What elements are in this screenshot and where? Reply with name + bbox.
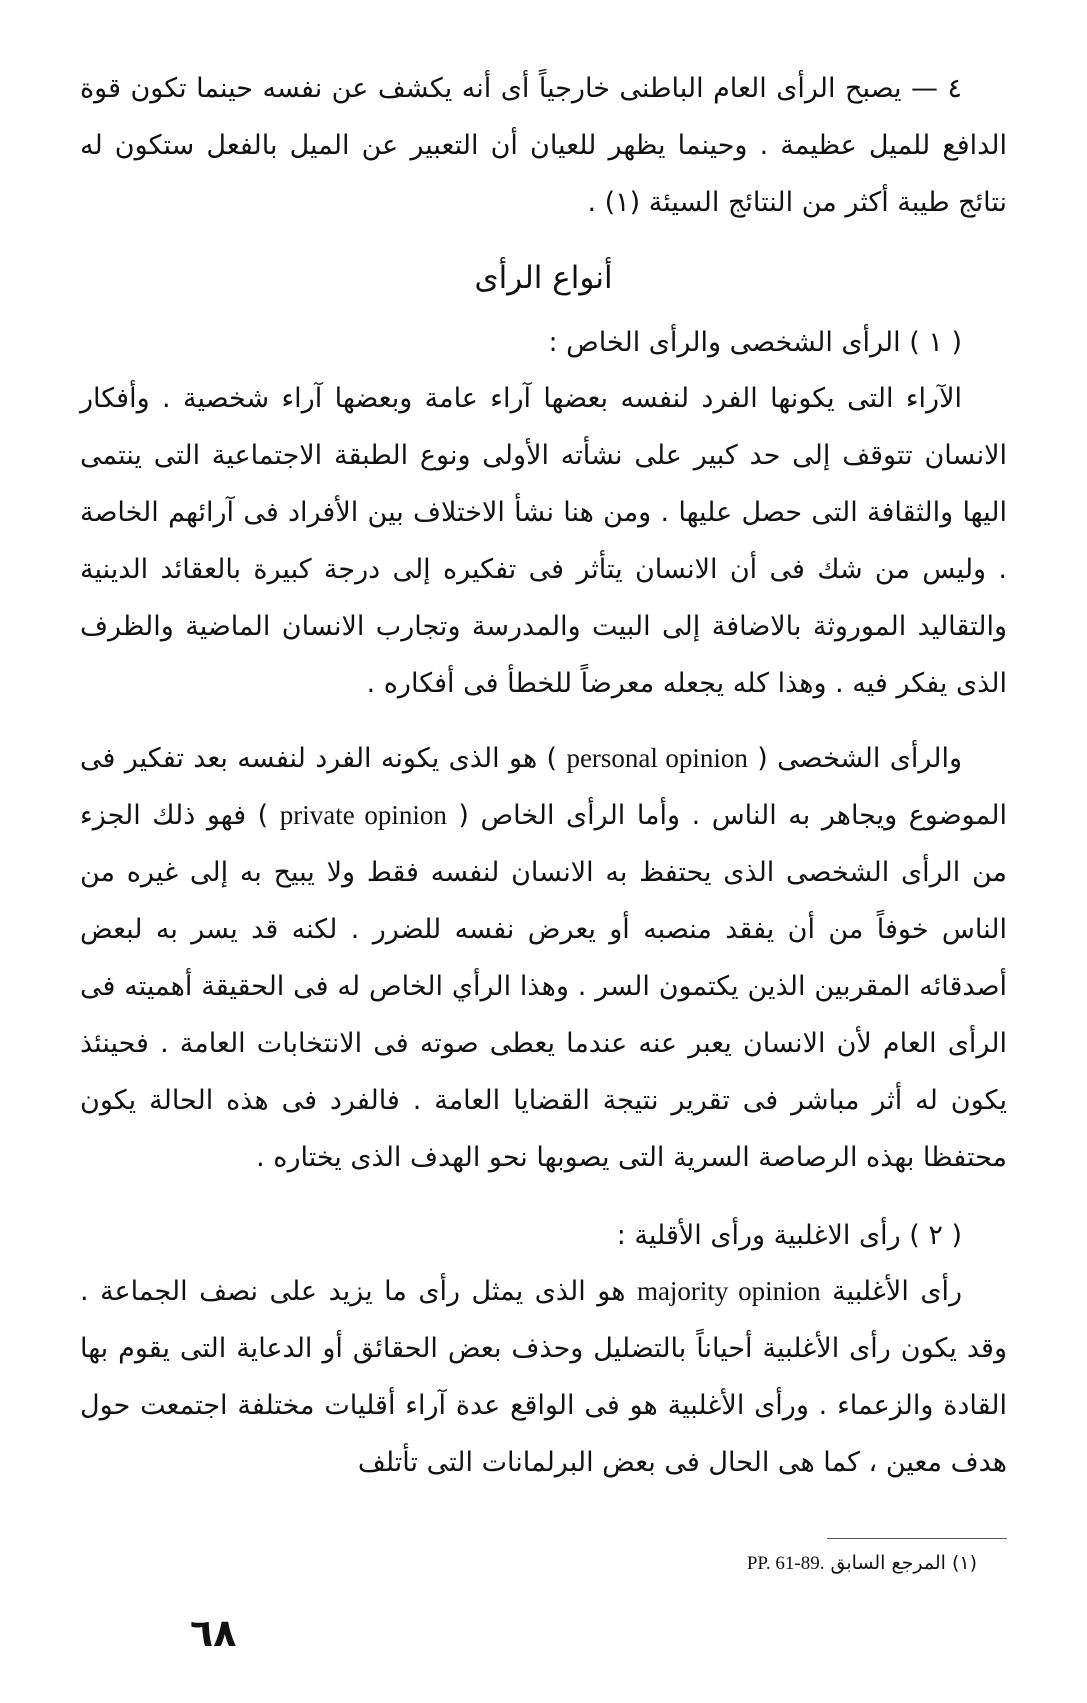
section-heading: أنواع الرأى xyxy=(474,260,613,296)
term-personal-opinion: personal opinion xyxy=(566,743,748,773)
p2-text-before: والرأى الشخصى ( xyxy=(757,743,962,774)
section2-paragraph-1 xyxy=(80,1263,1007,1491)
section2-title: ( ٢ ) رأى الاغلبية ورأى الأقلية : xyxy=(616,1220,962,1251)
footnote xyxy=(747,1548,977,1579)
term-private-opinion: private opinion xyxy=(279,800,447,830)
page-body xyxy=(80,60,1007,1491)
page-number: ٦٨ xyxy=(190,1611,237,1655)
term-majority-opinion: majority opinion xyxy=(636,1276,821,1306)
footnote-text: المرجع السابق xyxy=(830,1552,946,1574)
s2-text-before: رأى الأغلبية xyxy=(832,1276,962,1307)
footnote-divider xyxy=(827,1538,1007,1539)
section1-title: ( ١ ) الرأى الشخصى والرأى الخاص : xyxy=(548,327,962,358)
section1-paragraph-1: الآراء التى يكونها الفرد لنفسه بعضها آراء عامة وبعضها آراء شخصية . وأفكار الانسان تتوقف إلى حد كبير على نشأته الأولى ونوع الطبقة الاجتماعية التى ينتمى اليها والثقافة التى حصل عليها . ومن هنا نشأ الاختلاف بين الأفراد فى آرائهم الخاصة . وليس من شك فى أن الانسان يتأثر فى تفكيره إلى درجة كبيرة بالعقائد الدينية والتقاليد الموروثة بالاضافة إلى البيت والمدرسة وتجارب الانسان الماضية والظرف الذى يفكر فيه . وهذا كله يجعله معرضاً للخطأ فى أفكاره . xyxy=(80,383,1007,699)
footnote-marker: (١) xyxy=(951,1552,977,1574)
s2-text-after: هو الذى يمثل رأى ما يزيد على نصف الجماعة . وقد يكون رأى الأغلبية أحياناً بالتضليل وحذف بعض الحقائق أو الدعاية التى يقوم بها القادة والزعماء . ورأى الأغلبية هو فى الواقع عدة آراء أقليات مختلفة اجتمعت حول هدف معين ، كما هى الحال فى بعض البرلمانات التى تأتلف xyxy=(80,1276,1007,1478)
intro-paragraph: ٤ — يصبح الرأى العام الباطنى خارجياً أى أنه يكشف عن نفسه حينما تكون قوة الدافع للميل عظيمة . وحينما يظهر للعيان أن التعبير عن الميل بالفعل ستكون له نتائج طيبة أكثر من النتائج السيئة (١) . xyxy=(80,73,1007,218)
footnote-reference: PP. 61-89. xyxy=(746,1553,825,1574)
section1-paragraph-2 xyxy=(80,730,1007,1186)
p2-text-middle: ) هو الذى يكونه الفرد لنفسه بعد تفكير فى الموضوع ويجاهر به الناس . وأما الرأى الخاص ( xyxy=(80,743,1007,831)
p2-text-after: ) فهو ذلك الجزء من الرأى الشخصى الذى يحتفظ به الانسان لنفسه فقط ولا يبيح به إلى غيره من الناس خوفاً من أن يفقد منصبه أو يعرض نفسه للضرر . لكنه قد يسر به لبعض أصدقائه المقربين الذين يكتمون السر . وهذا الرأي الخاص له فى الحقيقة أهميته فى الرأى العام لأن الانسان يعبر عنه عندما يعطى صوته فى الانتخابات العامة . فحينئذ يكون له أثر مباشر فى تقرير نتيجة القضايا العامة . فالفرد فى هذه الحالة يكون محتفظا بهذه الرصاصة السرية التى يصوبها نحو الهدف الذى يختاره . xyxy=(80,800,1007,1173)
